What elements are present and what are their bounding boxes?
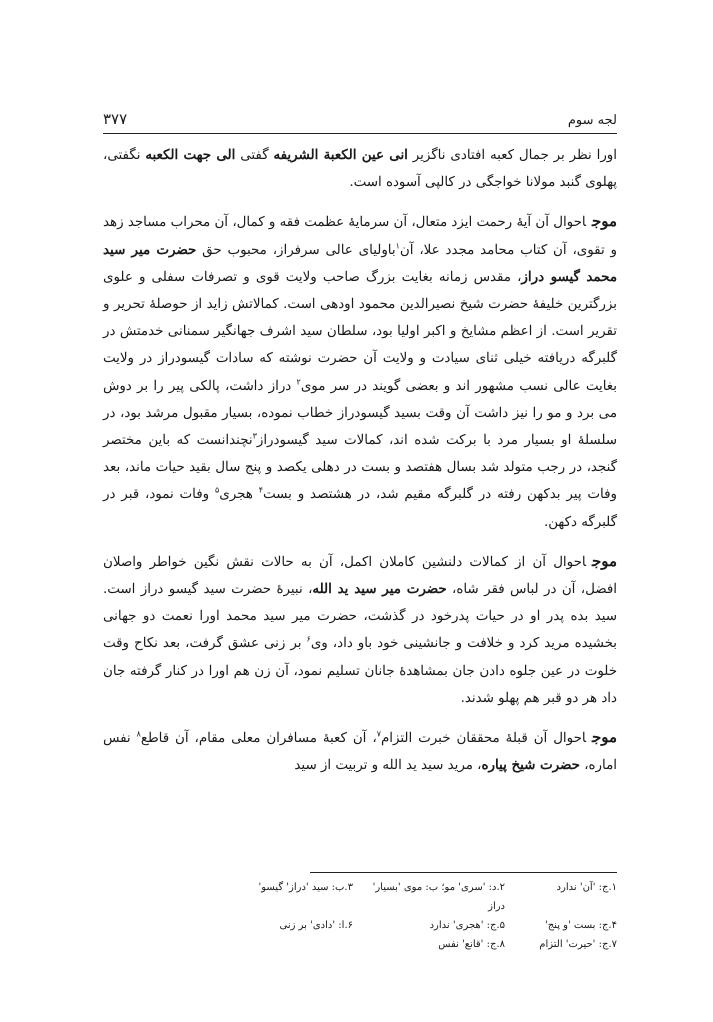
footnote-divider (310, 872, 617, 873)
footnote: ۸.ج: 'قانع' نفس (438, 939, 505, 950)
footnote-ref: ۵ (214, 485, 220, 495)
paragraph-continued: اورا نظر بر جمال کعبه افتادی ناگزیر انی عین الکعبة الشریفه گفتی الی جهت الکعبه نگفتی، پهلوی گنبد مولانا خواجگی در کالپی آسوده است. (103, 147, 617, 191)
section-paragraph: موجاحوال آن از کمالات دلنشین کاملان اکمل، آن به حالات نقش نگین خواطر واصلان افضل، آن در لباس فقر شاه، حضرت میر سید ید الله، نبیرهٔ حضرت سید گیسو دراز است. سید بده پدر او در حیات پدرخود در گذشت، حضرت میر سید محمد اورا نعمت دو جهانی بخشیده مرید کرد و خلافت و جانشینی خود باو داد، وی$^۶$ بر زنی عشق گرفت، بعد نکاح وقت خلوت در عین جلوه دادن جان بمشاهدهٔ جانان تسلیم نمود، آن زن هم اورا در کنار گرفته جان داد هر دو قبر هم پهلو شدند. (103, 551, 617, 706)
section-heading: موج (591, 551, 617, 570)
arabic-phrase: الی جهت الکعبه (145, 147, 236, 163)
arabic-phrase: انی عین الکعبة الشریفه (273, 147, 408, 163)
footnote: ۱.ج: 'آن' ندارد (556, 882, 617, 893)
section-paragraph: موجاحوال آن قبلهٔ محققان خبرت التزام$^۷$، آن کعبهٔ مسافران معلی مقام، آن قاطع$^۸$ نفس اماره، حضرت شیخ پیاره، مرید سید ید الله و تربیت از سید (103, 728, 617, 774)
footnotes (103, 878, 617, 954)
person-name: حضرت میر سید محمد گیسو دراز (103, 241, 617, 285)
footnote-ref: ۸ (136, 729, 141, 739)
footnote: ۶.ا: 'دادی' بر زنی (279, 920, 353, 931)
person-name: حضرت شیخ پیاره (481, 757, 580, 774)
footnote-ref: ۴ (258, 485, 264, 495)
footnote: ۴.ج: بست 'و پنج' (544, 920, 617, 931)
body-text (103, 142, 617, 779)
footnote-ref: ۶ (306, 634, 311, 644)
footnote-row (103, 878, 617, 916)
page-number: ۳۷۷ (103, 110, 128, 128)
person-name: حضرت میر سید ید الله (312, 581, 447, 598)
running-header (103, 110, 617, 134)
section-heading: موج (591, 728, 617, 747)
footnote-row (103, 916, 617, 935)
footnote-ref: ۲ (296, 377, 301, 387)
chapter-title: لجه سوم (567, 113, 617, 128)
footnote: ۲.د: 'سری' مو؛ ب: موی 'بسیار' دراز (372, 882, 505, 912)
page (103, 110, 617, 779)
footnote-row (103, 935, 617, 954)
section-paragraph: موجاحوال آن آیهٔ رحمت ایزد متعال، آن سرمایهٔ عظمت فقه و کمال، آن محراب مساجد زهد و تقوی، آن کتاب محامد مجدد علا، آن$^۱$باولیای عالی سرفراز، محبوب حق حضرت میر سید محمد گیسو دراز، مقدس زمانه بغایت بزرگ صاحب ولایت قوی و تصرفات سفلی و علوی بزرگترین خلیفهٔ حضرت شیخ نصیرالدین محمود اودهی است. کمالاتش زاید از حوصلهٔ تحریر و تقریر است. از اعظم مشایخ و اکبر اولیا بود، سلطان سید اشرف جهانگیر سمنانی خدمتش در گلبرگه دریافته خیلی ثنای سیادت و ولایت آن حضرت نوشته که سادات گیسودراز در ولایت بغایت عالی نسب مشهور اند و بعضی گویند در سر موی$^۲$ دراز داشت، پالکی پیر را بر دوش می برد و مو را نیز داشت آن وقت بسید گیسودراز خطاب نموده، بسیار مقبول مرشد بود، در سلسلهٔ او بسیار مرد با برکت شده اند، کمالات سید گیسودراز$^۳$نچندانست که باین مختصر گنجد، در رجب متولد شد بسال هفتصد و بست در دهلی یکصد و پنج سال بقید حیات ماند، بعد وفات پیر بدکهن رفته در گلبرگه مقیم شد، در هشتصد و بست$^۴$ هجری$^۵$ وفات نمود، قبر در گلبرگه دکهن. (103, 212, 618, 530)
section-heading: موج (591, 212, 617, 231)
footnote: ۳.ب: سید 'دراز' گیسو' (258, 882, 353, 893)
footnote: ۷.ج: 'حیرت' التزام (539, 939, 617, 950)
footnote-ref: ۱ (395, 241, 400, 251)
footnote (153, 935, 353, 954)
footnote-ref: ۳ (252, 431, 257, 441)
footnote-ref: ۷ (376, 729, 381, 739)
footnote: ۵.ج: 'هجری' ندارد (429, 920, 505, 931)
